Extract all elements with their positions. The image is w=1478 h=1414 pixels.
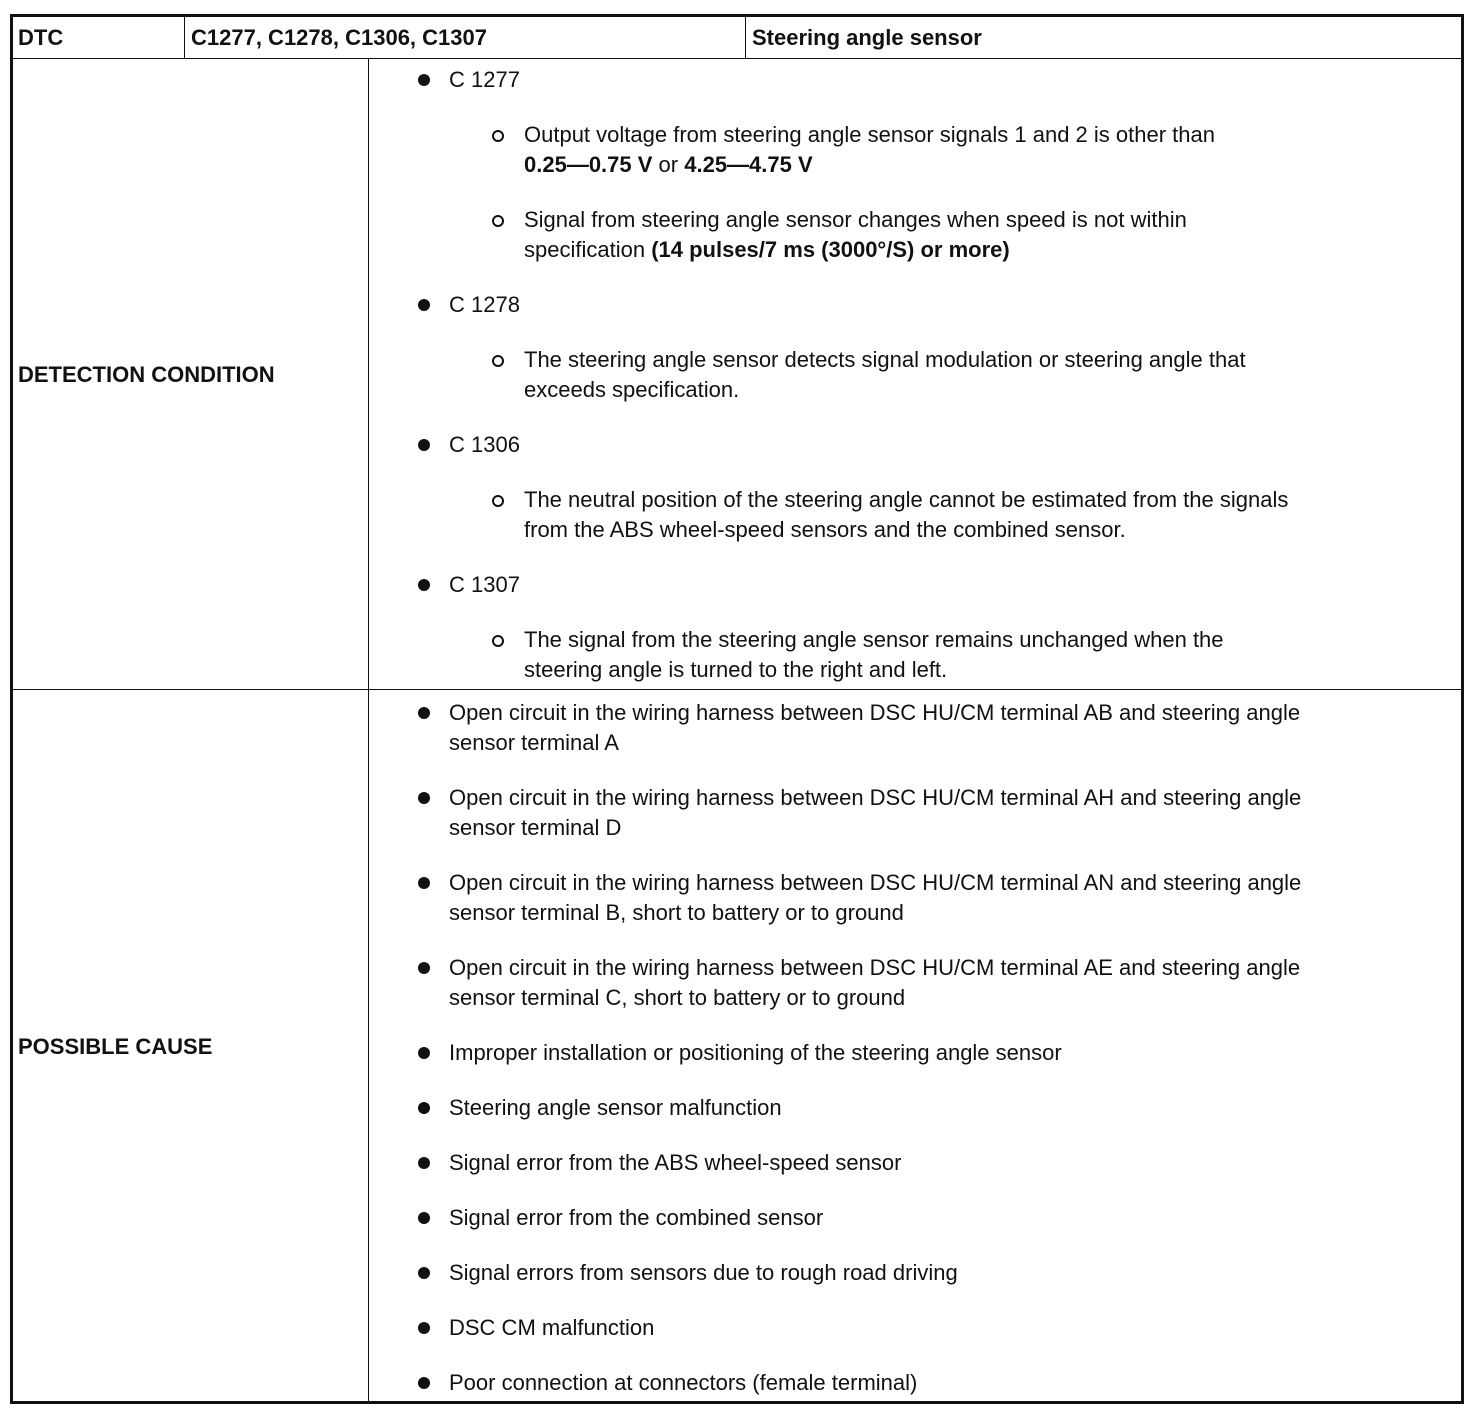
header-col-divider-2	[745, 14, 746, 59]
bullet-icon	[418, 1102, 430, 1114]
dtc-code-c1278: C 1278	[449, 292, 520, 317]
specification-text: specification	[524, 237, 652, 262]
bullet-icon	[418, 1377, 430, 1389]
bullet-icon	[418, 1212, 430, 1224]
cause-item-line2: sensor terminal B, short to battery or to ground	[449, 900, 904, 925]
voltage-range-2: 4.25—4.75 V	[684, 152, 813, 177]
cause-item-line2: sensor terminal A	[449, 730, 619, 755]
header-col-divider-1	[184, 14, 185, 59]
bullet-icon	[418, 1047, 430, 1059]
body-col-divider	[368, 58, 369, 1404]
c1278-condition-line2: exceeds specification.	[524, 377, 740, 402]
header-dtc-label: DTC	[18, 25, 64, 50]
sub-bullet-icon	[492, 215, 504, 227]
sub-bullet-icon	[492, 355, 504, 367]
cause-item-line2: sensor terminal C, short to battery or to ground	[449, 985, 906, 1010]
cause-item-line1: Open circuit in the wiring harness between DSC HU/CM terminal AB and steering angle	[449, 700, 1301, 725]
pulse-spec: (14 pulses/7 ms (3000°/S) or more)	[651, 237, 1010, 262]
bullet-icon	[418, 439, 430, 451]
bullet-icon	[418, 299, 430, 311]
possible-cause-label: POSSIBLE CAUSE	[18, 1034, 213, 1059]
bullet-icon	[418, 792, 430, 804]
bullet-icon	[418, 74, 430, 86]
c1277-condition-1-line2	[524, 150, 813, 180]
cause-item-line1: Signal errors from sensors due to rough road driving	[449, 1260, 958, 1285]
c1307-condition-line1: The signal from the steering angle sensor remains unchanged when the	[524, 627, 1224, 652]
bullet-icon	[418, 707, 430, 719]
cause-item-line1: Signal error from the ABS wheel-speed sensor	[449, 1150, 902, 1175]
voltage-or: or	[652, 152, 685, 177]
cause-item-line2: sensor terminal D	[449, 815, 622, 840]
cause-item-line1: Open circuit in the wiring harness between DSC HU/CM terminal AH and steering angle	[449, 785, 1302, 810]
c1306-condition-line1: The neutral position of the steering angle cannot be estimated from the signals	[524, 487, 1289, 512]
row-divider	[10, 689, 1464, 690]
cause-item-line1: DSC CM malfunction	[449, 1315, 655, 1340]
c1306-condition-line2: from the ABS wheel-speed sensors and the combined sensor.	[524, 517, 1126, 542]
cause-item-line1: Improper installation or positioning of the steering angle sensor	[449, 1040, 1062, 1065]
header-divider	[10, 58, 1464, 59]
c1277-condition-2-line1: Signal from steering angle sensor changes when speed is not within	[524, 207, 1187, 232]
sub-bullet-icon	[492, 130, 504, 142]
c1278-condition-line1: The steering angle sensor detects signal modulation or steering angle that	[524, 347, 1246, 372]
voltage-range-1: 0.25—0.75 V	[524, 152, 653, 177]
bullet-icon	[418, 1157, 430, 1169]
header-system-name: Steering angle sensor	[752, 25, 982, 50]
dtc-code-c1307: C 1307	[449, 572, 520, 597]
bullet-icon	[418, 877, 430, 889]
header-dtc-codes: C1277, C1278, C1306, C1307	[191, 25, 487, 50]
sub-bullet-icon	[492, 495, 504, 507]
bullet-icon	[418, 1322, 430, 1334]
cause-item-line1: Open circuit in the wiring harness between DSC HU/CM terminal AE and steering angle	[449, 955, 1301, 980]
cause-item-line1: Open circuit in the wiring harness between DSC HU/CM terminal AN and steering angle	[449, 870, 1302, 895]
bullet-icon	[418, 579, 430, 591]
c1277-condition-2-line2	[524, 235, 1010, 265]
dtc-code-c1306: C 1306	[449, 432, 520, 457]
cause-item-line1: Steering angle sensor malfunction	[449, 1095, 782, 1120]
detection-condition-label: DETECTION CONDITION	[18, 362, 275, 387]
bullet-icon	[418, 1267, 430, 1279]
dtc-code-c1277: C 1277	[449, 67, 520, 92]
c1307-condition-line2: steering angle is turned to the right and left.	[524, 657, 948, 682]
cause-item-line1: Poor connection at connectors (female terminal)	[449, 1370, 918, 1395]
bullet-icon	[418, 962, 430, 974]
sub-bullet-icon	[492, 635, 504, 647]
cause-item-line1: Signal error from the combined sensor	[449, 1205, 824, 1230]
c1277-condition-1-line1: Output voltage from steering angle sensor signals 1 and 2 is other than	[524, 122, 1215, 147]
